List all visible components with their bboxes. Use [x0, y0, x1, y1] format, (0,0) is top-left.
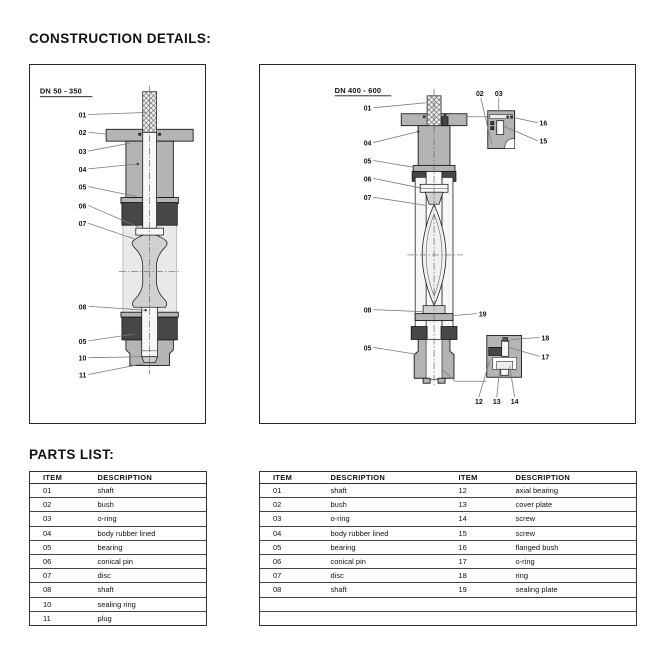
- callout-03: 03: [494, 90, 503, 98]
- table-cell: 07: [260, 569, 313, 583]
- table-row: [30, 569, 207, 583]
- callout-labels: [79, 112, 87, 379]
- callout-10: 10: [78, 355, 87, 363]
- callout-05b: 05: [363, 345, 372, 353]
- header-row: [30, 472, 207, 484]
- table-row: [260, 484, 637, 498]
- table-cell: bush: [85, 498, 207, 512]
- table-cell: 14: [441, 512, 498, 526]
- table-cell: [498, 597, 637, 611]
- table-cell: 05: [30, 540, 85, 554]
- table-row: [30, 611, 207, 625]
- table-row: [30, 484, 207, 498]
- table-row: [260, 597, 637, 611]
- column-header: ITEM: [260, 472, 313, 484]
- column-header: ITEM: [30, 472, 85, 484]
- table-cell: bearing: [313, 540, 441, 554]
- callout-03: 03: [78, 149, 87, 157]
- table-cell: 07: [30, 569, 85, 583]
- callout-13: 13: [492, 399, 501, 407]
- table-cell: [313, 597, 441, 611]
- callout-05: 05: [363, 158, 372, 166]
- table-cell: 15: [441, 526, 498, 540]
- table-cell: 04: [30, 526, 85, 540]
- table-cell: [441, 611, 498, 625]
- table-cell: axial bearing: [515, 486, 559, 495]
- table-cell: bearing: [85, 540, 207, 554]
- callout-08: 08: [363, 307, 372, 315]
- table-row: [30, 512, 207, 526]
- table-cell: [441, 597, 498, 611]
- table-row: [30, 583, 207, 597]
- parts-list-title: PARTS LIST:: [29, 447, 115, 462]
- callout-15: 15: [539, 138, 548, 146]
- column-header: DESCRIPTION: [85, 472, 207, 484]
- table-cell: plug: [85, 611, 207, 625]
- leader-dot: [144, 309, 146, 311]
- table-cell: conical pin: [313, 555, 441, 569]
- callout-02: 02: [475, 90, 484, 98]
- callout-05: 05: [78, 184, 87, 192]
- callout-19: 19: [478, 311, 487, 319]
- table-row: [260, 526, 637, 540]
- table-cell: shaft: [313, 583, 441, 597]
- table-cell: 02: [30, 498, 85, 512]
- table-row: [260, 555, 637, 569]
- table-cell: sealing plate: [498, 583, 637, 597]
- table-cell: o-ring: [498, 555, 637, 569]
- table-cell: [260, 597, 313, 611]
- table-cell: [313, 611, 441, 625]
- table-cell: 19: [441, 583, 498, 597]
- callout-11: 11: [79, 372, 87, 380]
- callout-01: 01: [78, 112, 87, 120]
- diagram-dn50-350: [29, 64, 206, 424]
- callout-04: 04: [363, 140, 372, 148]
- table-cell: screw: [498, 526, 637, 540]
- table-cell: ring: [498, 569, 637, 583]
- leader-dot: [137, 163, 139, 165]
- table-cell: 03: [260, 512, 313, 526]
- callout-07: 07: [78, 221, 87, 229]
- table-cell: 03: [30, 512, 85, 526]
- table-row: [260, 498, 637, 512]
- table-cell: 06: [30, 555, 85, 569]
- table-cell: 01: [43, 486, 52, 495]
- table-cell: body rubber lined: [313, 526, 441, 540]
- construction-details-title: CONSTRUCTION DETAILS:: [29, 31, 212, 46]
- table-cell: 10: [30, 597, 85, 611]
- header-row: [260, 472, 637, 484]
- callout-07: 07: [363, 195, 372, 203]
- table-row: [260, 611, 637, 625]
- table-cell: 01: [273, 486, 282, 495]
- callout-05b: 05: [78, 338, 87, 346]
- table-cell: [260, 611, 313, 625]
- callout-06: 06: [78, 203, 87, 211]
- table-cell: disc: [313, 569, 441, 583]
- callout-17: 17: [541, 354, 550, 362]
- callout-06: 06: [363, 176, 372, 184]
- table-cell: 05: [260, 540, 313, 554]
- column-header: DESCRIPTION: [313, 472, 441, 484]
- table-cell: disc: [85, 569, 207, 583]
- table-cell: body rubber lined: [85, 526, 207, 540]
- table-row: [260, 583, 637, 597]
- table-cell: conical pin: [85, 555, 207, 569]
- table-cell: shaft: [330, 486, 347, 495]
- parts-table-dn50-350: [29, 471, 207, 626]
- table-cell: screw: [498, 512, 637, 526]
- callout-14: 14: [510, 399, 519, 407]
- leader-dot: [417, 130, 419, 132]
- callout-02: 02: [78, 130, 87, 138]
- table-cell: sealing ring: [85, 597, 207, 611]
- diagram-dn400-600: [259, 64, 636, 424]
- diagram-label: [40, 87, 92, 97]
- table-row: [30, 540, 207, 554]
- callout-08: 08: [78, 304, 87, 312]
- table-row: [30, 526, 207, 540]
- diagram-label: [335, 86, 392, 96]
- table-cell: 04: [260, 526, 313, 540]
- table-cell: 18: [441, 569, 498, 583]
- table-cell: shaft: [97, 486, 114, 495]
- valve-drawing-dn400-600: [260, 65, 635, 423]
- table-cell: 08: [260, 583, 313, 597]
- table-row: [260, 569, 637, 583]
- callout-04: 04: [78, 166, 87, 174]
- table-cell: [498, 611, 637, 625]
- table-cell: 13: [441, 498, 498, 512]
- parts-table-dn400-600: [259, 471, 637, 626]
- detail-inset-top: [467, 111, 515, 149]
- table-cell: bush: [313, 498, 441, 512]
- table-cell: 16: [441, 540, 498, 554]
- table-row: [260, 540, 637, 554]
- table-cell: 17: [441, 555, 498, 569]
- table-cell: o-ring: [85, 512, 207, 526]
- callout-12: 12: [474, 399, 483, 407]
- callout-01: 01: [363, 105, 372, 113]
- dn-range-label: DN 50 - 350: [39, 86, 82, 96]
- callout-16: 16: [539, 120, 548, 128]
- column-header: DESCRIPTION: [498, 472, 637, 484]
- table-cell: shaft: [85, 583, 207, 597]
- valve-drawing-dn50-350: [30, 65, 205, 423]
- table-cell: 11: [30, 611, 85, 625]
- table-cell: 08: [30, 583, 85, 597]
- table-cell: 12: [458, 486, 467, 495]
- dn-range-label: DN 400 - 600: [334, 85, 382, 95]
- table-cell: 06: [260, 555, 313, 569]
- table-row: [30, 498, 207, 512]
- table-row: [30, 597, 207, 611]
- callout-18: 18: [541, 335, 550, 343]
- table-cell: flanged bush: [498, 540, 637, 554]
- table-row: [260, 512, 637, 526]
- table-row: [30, 555, 207, 569]
- table-cell: o-ring: [313, 512, 441, 526]
- table-cell: cover plate: [498, 498, 637, 512]
- column-header: ITEM: [441, 472, 498, 484]
- table-cell: 02: [260, 498, 313, 512]
